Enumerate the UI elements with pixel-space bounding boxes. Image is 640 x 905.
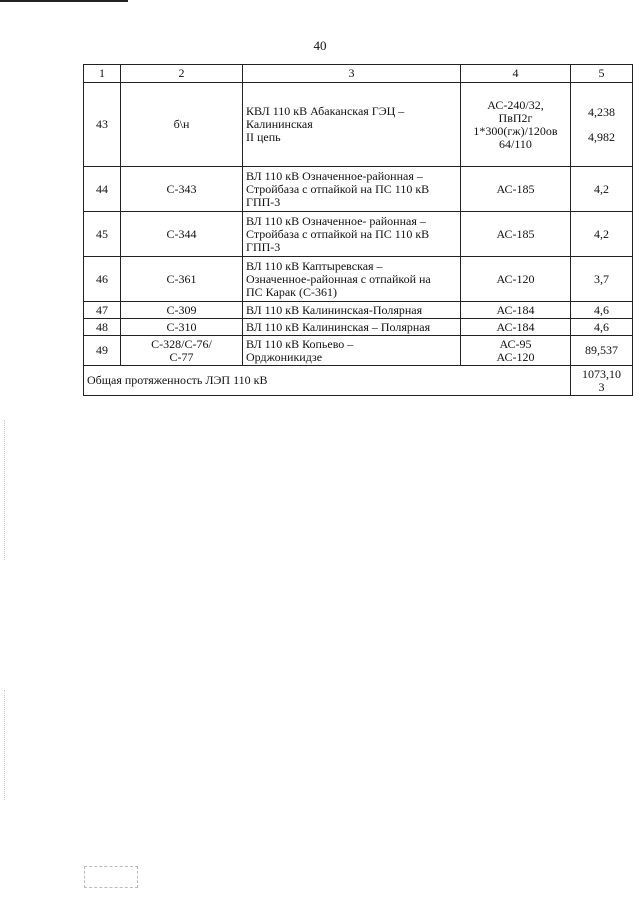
row-number: 46 — [84, 257, 121, 302]
wire-type: АС-185 — [461, 212, 571, 257]
table-row — [84, 336, 633, 366]
line-name-part: ВЛ 110 кВ Означенное-районная – — [246, 168, 423, 183]
length-part: 4,982 — [588, 129, 615, 144]
wire-type-part: АС-120 — [496, 349, 535, 364]
line-name — [243, 212, 461, 257]
header-row — [84, 65, 633, 83]
page-number: 40 — [313, 38, 327, 53]
header-cell: 3 — [243, 65, 461, 83]
line-name-part: ГПП-3 — [246, 239, 281, 254]
line-code-part: С-77 — [169, 349, 194, 364]
line-name-part: ВЛ 110 кВ Означенное- районная – — [246, 213, 426, 228]
row-number: 49 — [84, 336, 121, 366]
table-row — [84, 83, 633, 167]
line-name-part: Стройбаза с отпайкой на ПС 110 кВ — [246, 181, 430, 196]
wire-type: АС-184 — [461, 319, 571, 336]
line-code: б\н — [121, 83, 243, 167]
line-code: С-361 — [121, 257, 243, 302]
line-name-part: ПС Карак (С-361) — [246, 284, 337, 299]
line-name-part: Калининская — [246, 117, 313, 131]
wire-type-part: 1*300(гж)/120ов — [473, 123, 558, 138]
wire-type — [461, 83, 571, 167]
wire-type-part: АС-95 — [499, 336, 532, 351]
table-row — [84, 257, 633, 302]
line-length: 3,7 — [571, 257, 633, 302]
line-name-part: Орджоникидзе — [246, 349, 323, 364]
row-number: 45 — [84, 212, 121, 257]
scan-artifact — [4, 690, 6, 800]
row-number: 44 — [84, 167, 121, 212]
line-name — [243, 167, 461, 212]
row-number: 47 — [84, 302, 121, 319]
header-cell: 4 — [461, 65, 571, 83]
table-row — [84, 212, 633, 257]
line-length: 4,6 — [571, 319, 633, 336]
total-label: Общая протяженность ЛЭП 110 кВ — [84, 366, 571, 396]
line-length — [571, 83, 633, 167]
line-length: 4,2 — [571, 212, 633, 257]
header-cell: 1 — [84, 65, 121, 83]
line-code: С-343 — [121, 167, 243, 212]
wire-type: АС-120 — [461, 257, 571, 302]
row-number: 48 — [84, 319, 121, 336]
line-name — [243, 336, 461, 366]
line-length: 89,537 — [571, 336, 633, 366]
wire-type-part: ПвП2г — [498, 110, 533, 125]
line-name-part: КВЛ 110 кВ Абаканская ГЭЦ – — [246, 104, 405, 118]
header-cell: 2 — [121, 65, 243, 83]
line-name-part: ГПП-3 — [246, 194, 281, 209]
line-name: ВЛ 110 кВ Калининская – Полярная — [243, 319, 461, 336]
wire-type: АС-184 — [461, 302, 571, 319]
line-length: 4,2 — [571, 167, 633, 212]
table-row — [84, 319, 633, 336]
scan-stamp — [84, 866, 138, 888]
length-part: 4,238 — [588, 104, 615, 119]
row-number: 43 — [84, 83, 121, 167]
line-code — [121, 336, 243, 366]
total-value-part: 3 — [598, 379, 605, 394]
scan-artifact — [4, 420, 6, 560]
total-value-part: 1073,10 — [582, 366, 621, 381]
total-value — [571, 366, 633, 396]
wire-type — [461, 336, 571, 366]
wire-type-part: 64/110 — [499, 136, 532, 151]
line-code: С-309 — [121, 302, 243, 319]
line-name: ВЛ 110 кВ Калининская-Полярная — [243, 302, 461, 319]
line-code: С-310 — [121, 319, 243, 336]
line-code-part: С-328/С-76/ — [151, 336, 212, 351]
line-name-part: Стройбаза с отпайкой на ПС 110 кВ — [246, 226, 430, 241]
line-name-part: Означенное-районная с отпайкой на — [246, 271, 431, 286]
line-name — [243, 83, 461, 167]
line-name — [243, 257, 461, 302]
total-row — [84, 366, 633, 396]
line-length: 4,6 — [571, 302, 633, 319]
power-lines-table — [83, 64, 633, 396]
line-name-part: II цепь — [246, 130, 281, 144]
line-code: С-344 — [121, 212, 243, 257]
header-cell: 5 — [571, 65, 633, 83]
wire-type: АС-185 — [461, 167, 571, 212]
table-row — [84, 167, 633, 212]
top-rule — [0, 0, 128, 2]
line-name-part: ВЛ 110 кВ Каптыревская – — [246, 258, 383, 273]
table-row — [84, 302, 633, 319]
wire-type-part: АС-240/32, — [487, 97, 544, 112]
line-name-part: ВЛ 110 кВ Копьево – — [246, 336, 354, 351]
